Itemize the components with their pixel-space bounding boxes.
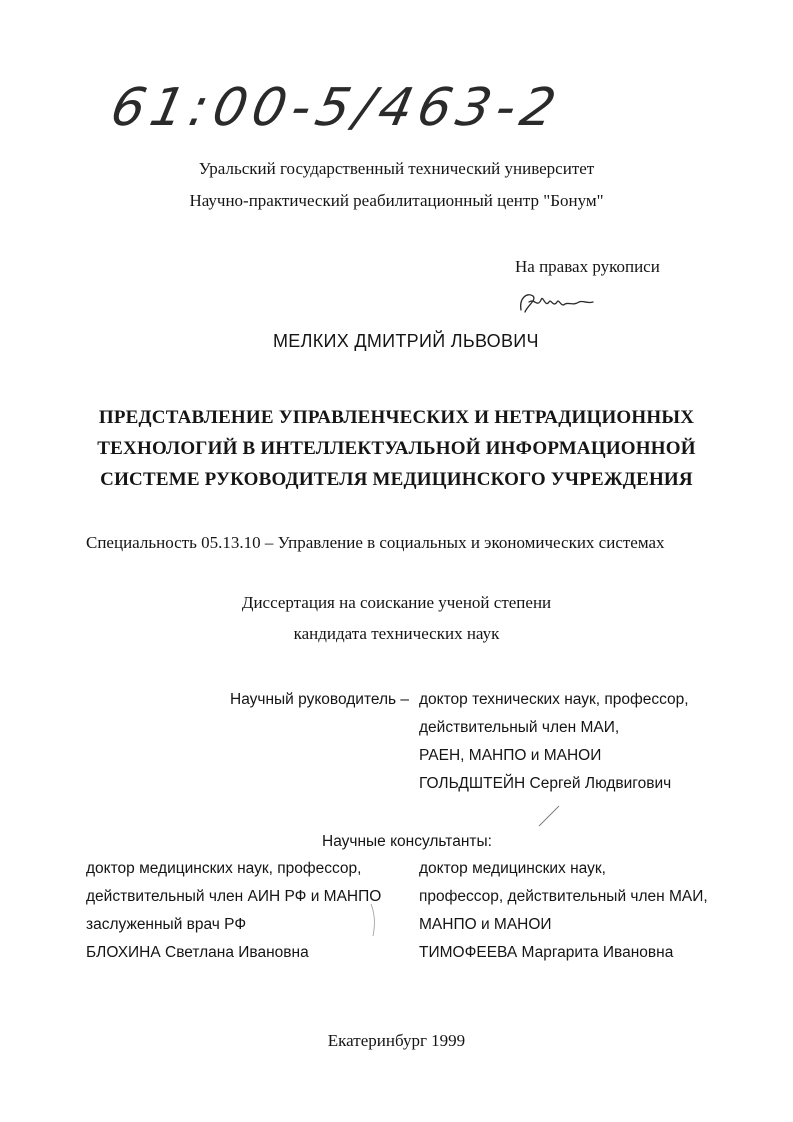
handwritten-archive-code: 61:00-5/463-2	[105, 78, 567, 138]
title-line-1: ПРЕДСТАВЛЕНИЕ УПРАВЛЕНЧЕСКИХ И НЕТРАДИЦИОННЫХ	[98, 407, 695, 428]
degree-line-2: кандидата технических наук	[293, 624, 500, 643]
place-year: Екатеринбург 1999	[327, 1031, 466, 1050]
title-line-3: СИСТЕМЕ РУКОВОДИТЕЛЯ МЕДИЦИНСКОГО УЧРЕЖДЕНИЯ	[100, 469, 693, 490]
degree-line-1: Диссертация на соискание ученой степени	[241, 593, 552, 612]
consultant-right-line-3: МАНПО и МАНОИ	[419, 916, 552, 933]
university-name: Уральский государственный технический университет	[198, 159, 595, 178]
consultants-heading: Научные консультанты:	[322, 833, 492, 850]
supervisor-line-3: РАЕН, МАНПО и МАНОИ	[419, 747, 602, 764]
pencil-tick-icon	[365, 900, 385, 940]
supervisor-line-1: доктор технических наук, профессор,	[419, 691, 689, 708]
supervisor-label: Научный руководитель –	[230, 691, 410, 708]
consultant-left-line-4: БЛОХИНА Светлана Ивановна	[86, 944, 309, 961]
author-name: МЕЛКИХ ДМИТРИЙ ЛЬВОВИЧ	[273, 331, 539, 351]
consultant-left-line-2: действительный член АИН РФ и МАНПО	[86, 888, 382, 905]
consultant-right-line-2: профессор, действительный член МАИ,	[419, 888, 708, 905]
consultant-right-line-1: доктор медицинских наук,	[419, 860, 606, 877]
title-line-2: ТЕХНОЛОГИЙ В ИНТЕЛЛЕКТУАЛЬНОЙ ИНФОРМАЦИОННОЙ	[97, 438, 696, 459]
supervisor-line-4: ГОЛЬДШТЕЙН Сергей Людвигович	[419, 775, 672, 792]
manuscript-note: На правах рукописи	[515, 257, 660, 276]
supervisor-line-2: действительный член МАИ,	[419, 719, 620, 736]
consultant-left-line-3: заслуженный врач РФ	[86, 916, 247, 933]
specialty: Специальность 05.13.10 – Управление в социальных и экономических системах	[86, 533, 665, 552]
pencil-tick-icon	[535, 800, 565, 830]
consultant-left-line-1: доктор медицинских наук, профессор,	[86, 860, 362, 877]
author-signature	[517, 288, 597, 318]
center-name: Научно-практический реабилитационный центр "Бонум"	[189, 191, 604, 210]
consultant-right-line-4: ТИМОФЕЕВА Маргарита Ивановна	[419, 944, 674, 961]
